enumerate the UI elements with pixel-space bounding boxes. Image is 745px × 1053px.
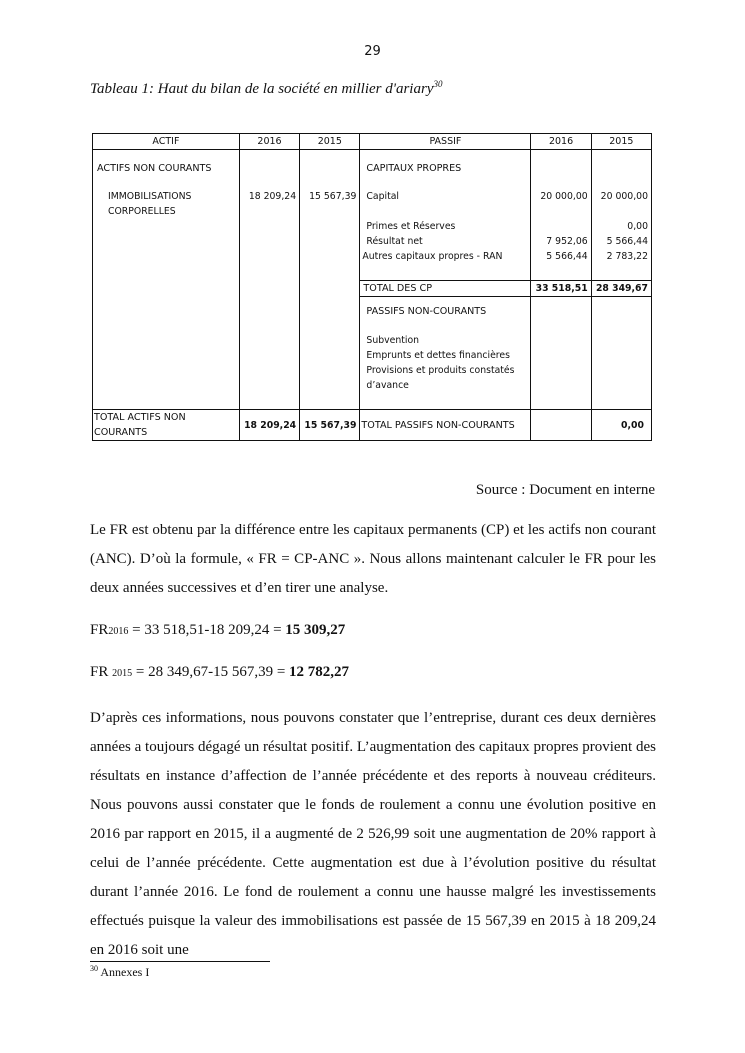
- cp-2015-cell: [591, 150, 651, 281]
- header-passif-2016: 2016: [531, 134, 591, 150]
- fr-prefix: FR: [90, 622, 109, 638]
- table-caption: [90, 79, 442, 98]
- fr-result: 15 309,27: [285, 622, 346, 638]
- total-cp-2016: 33 518,51: [531, 281, 591, 297]
- table-row-upper: [93, 150, 652, 281]
- caption-text: Tableau 1: Haut du bilan de la société en millier d'ariary: [90, 81, 434, 97]
- pnc-item: Emprunts et dettes financières: [366, 350, 510, 361]
- header-actif-2016: 2016: [239, 134, 299, 150]
- total-cp-2015: 28 349,67: [591, 281, 651, 297]
- immob-label-2: CORPORELLES: [108, 206, 176, 217]
- pnc-item: Subvention: [366, 335, 420, 346]
- footnote-divider: [90, 961, 270, 962]
- actif-cell: [93, 150, 240, 410]
- pnc-section-title: PASSIFS NON-COURANTS: [366, 306, 487, 317]
- cp-section-title: CAPITAUX PROPRES: [366, 163, 462, 174]
- pnc-cell: [360, 297, 531, 410]
- page-number: 29: [364, 44, 381, 59]
- total-anc-label-2: COURANTS: [94, 427, 148, 438]
- table-header-row: [93, 134, 652, 150]
- footnote: [90, 964, 149, 980]
- fr-calc: = 28 349,67-15 567,39 =: [132, 664, 290, 680]
- immob-2015-value: 15 567,39: [309, 191, 357, 202]
- autres-2015: 2 783,22: [606, 251, 648, 262]
- primes-label: Primes et Réserves: [366, 221, 456, 232]
- source-line: Source : Document en interne: [475, 482, 655, 498]
- cp-cell: [360, 150, 531, 281]
- autres-label: Autres capitaux propres - RAN: [362, 251, 503, 262]
- total-anc-2016: 18 209,24: [239, 410, 299, 441]
- fr-2016-formula: [90, 616, 656, 646]
- footnote-text: Annexes I: [98, 965, 150, 979]
- total-pnc-2015: 0,00: [591, 410, 651, 441]
- immob-label-1: IMMOBILISATIONS: [108, 191, 192, 202]
- pnc-2015-cell: [591, 297, 651, 410]
- header-passif-2015: 2015: [591, 134, 651, 150]
- paragraph-analysis: D’après ces informations, nous pouvons constater que l’entreprise, durant ces deux dernières années a toujours dégagé un résultat positif. L’augmentation des capitaux propres provient des résultats en instance d’affection de l’année précédente et des reports à nouveau créditeurs. Nous pouvons aussi constater que le fonds de roulement a connu une évolution positive en 2016 par rapport en 2015, il a augmenté de 2 526,99 soit une augmentation de 20% rapport à celui de l’année précédente. Cette augmentation est due à l’évolution positive du résultat durant l’année 2016. Le fond de roulement a connu une hausse malgré les investissements effectués puisque la valeur des immobilisations est passée de 15 567,39 en 2015 à 18 209,24 en 2016 soit une: [90, 710, 656, 958]
- primes-2016: [534, 219, 587, 234]
- pnc-item: Provisions et produits constatés: [366, 365, 515, 376]
- fr-calc: = 33 518,51-18 209,24 =: [128, 622, 286, 638]
- caption-footnote-ref: 30: [433, 79, 443, 89]
- actif-2015-cell: [300, 150, 360, 410]
- fr-subscript: 2015: [112, 668, 133, 679]
- capital-2015: 20 000,00: [600, 191, 648, 202]
- fr-2015-formula: [90, 658, 656, 688]
- autres-2016: 5 566,44: [546, 251, 588, 262]
- resultat-2015: 5 566,44: [606, 236, 648, 247]
- total-pnc-2016: [531, 410, 591, 441]
- header-actif-2015: 2015: [300, 134, 360, 150]
- cp-2016-cell: [531, 150, 591, 281]
- table-row-totals: [93, 410, 652, 441]
- header-passif: PASSIF: [360, 134, 531, 150]
- fr-prefix: FR: [90, 664, 113, 680]
- header-actif: ACTIF: [93, 134, 240, 150]
- primes-2015: 0,00: [627, 221, 648, 232]
- pnc-2016-cell: [531, 297, 591, 410]
- capital-2016: 20 000,00: [540, 191, 588, 202]
- immob-2016-value: 18 209,24: [248, 191, 297, 202]
- resultat-2016: 7 952,06: [546, 236, 588, 247]
- balance-sheet-table: [92, 133, 652, 441]
- actif-section-title: ACTIFS NON COURANTS: [97, 163, 212, 174]
- footnote-number: 30: [90, 964, 98, 973]
- paragraph-fr-definition: Le FR est obtenu par la différence entre les capitaux permanents (CP) et les actifs non courant (ANC). D’où la formule, « FR = CP-ANC ». Nous allons maintenant calculer le FR pour les deux années successives et d’en tirer une analyse.: [90, 522, 656, 596]
- total-cp-label: TOTAL DES CP: [360, 281, 531, 297]
- resultat-label: Résultat net: [366, 236, 423, 247]
- total-anc-cell: [93, 410, 240, 441]
- actif-2016-cell: [239, 150, 299, 410]
- capital-label: Capital: [366, 191, 400, 202]
- fr-subscript: 2016: [108, 626, 129, 637]
- total-anc-2015: 15 567,39: [300, 410, 360, 441]
- total-anc-label-1: TOTAL ACTIFS NON: [94, 412, 186, 423]
- fr-result: 12 782,27: [289, 664, 350, 680]
- pnc-item: d’avance: [366, 380, 409, 391]
- total-pnc-label: TOTAL PASSIFS NON-COURANTS: [360, 410, 531, 441]
